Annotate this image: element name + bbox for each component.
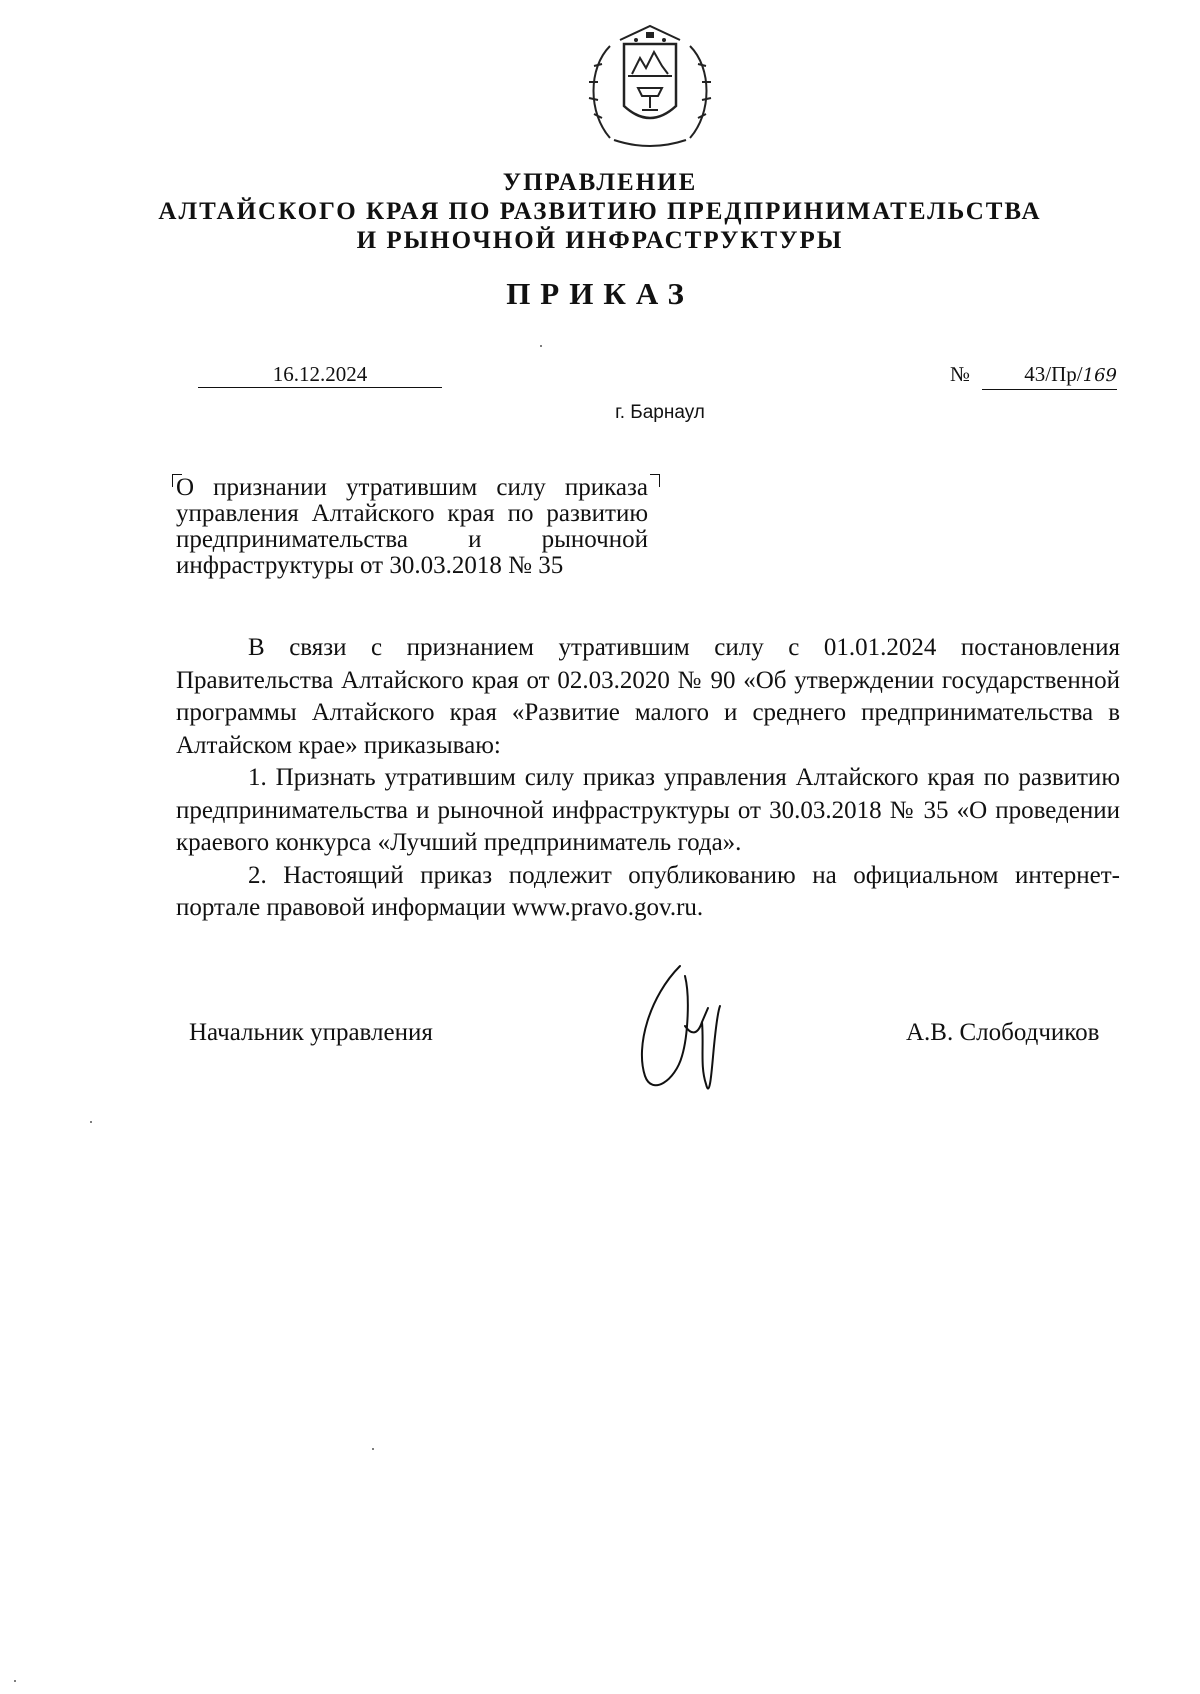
scan-artifact-dot	[540, 345, 542, 347]
org-line-3: И РЫНОЧНОЙ ИНФРАСТРУКТУРЫ	[356, 227, 844, 254]
city-label: г. Барнаул	[615, 402, 705, 423]
order-number-label: №	[950, 362, 971, 386]
order-number-handwritten: 169	[1082, 365, 1117, 386]
order-body	[176, 632, 1120, 925]
altai-krai-coat-of-arms-icon	[580, 18, 720, 158]
body-paragraph-item-1: 1. Признать утратившим силу приказ управления Алтайского края по развитию предпринимательства и рыночной инфраструктуры от 30.03.2018 № 35 «О проведении краевого конкурса «Лучший предприниматель года».	[176, 764, 1120, 856]
order-subject: О признании утратившим силу приказа управления Алтайского края по развитию предпринимательства и рыночной инфраструктуры от 30.03.2018 № 35	[176, 474, 648, 579]
org-line-2: АЛТАЙСКОГО КРАЯ ПО РАЗВИТИЮ ПРЕДПРИНИМАТЕЛЬСТВА	[158, 198, 1042, 225]
order-number-printed: 43/Пр/	[1024, 362, 1083, 386]
order-date: 16.12.2024	[198, 361, 442, 388]
signer-position: Начальник управления	[189, 1019, 433, 1046]
scan-artifact-dot	[90, 1121, 92, 1123]
body-paragraph-preamble: В связи с признанием утратившим силу с 01.01.2024 постановления Правительства Алтайского края от 02.03.2020 № 90 «Об утверждении государственной программы Алтайского края «Развитие малого и среднего предпринимательства в Алтайском крае» приказываю:	[176, 634, 1120, 759]
signer-name: А.В. Слободчиков	[906, 1019, 1100, 1046]
scan-artifact-dot	[372, 1448, 374, 1450]
body-paragraph-item-2: 2. Настоящий приказ подлежит опубликованию на официальном интернет-портале правовой информации www.pravo.gov.ru.	[176, 861, 1120, 921]
order-number	[982, 361, 1117, 390]
subject-corner-right	[650, 474, 660, 487]
scan-artifact-dot	[14, 1680, 16, 1682]
organization-header	[0, 168, 1200, 255]
handwritten-signature-icon	[630, 956, 750, 1116]
document-type-title: ПРИКАЗ	[506, 276, 694, 311]
org-line-1: УПРАВЛЕНИЕ	[502, 169, 698, 196]
